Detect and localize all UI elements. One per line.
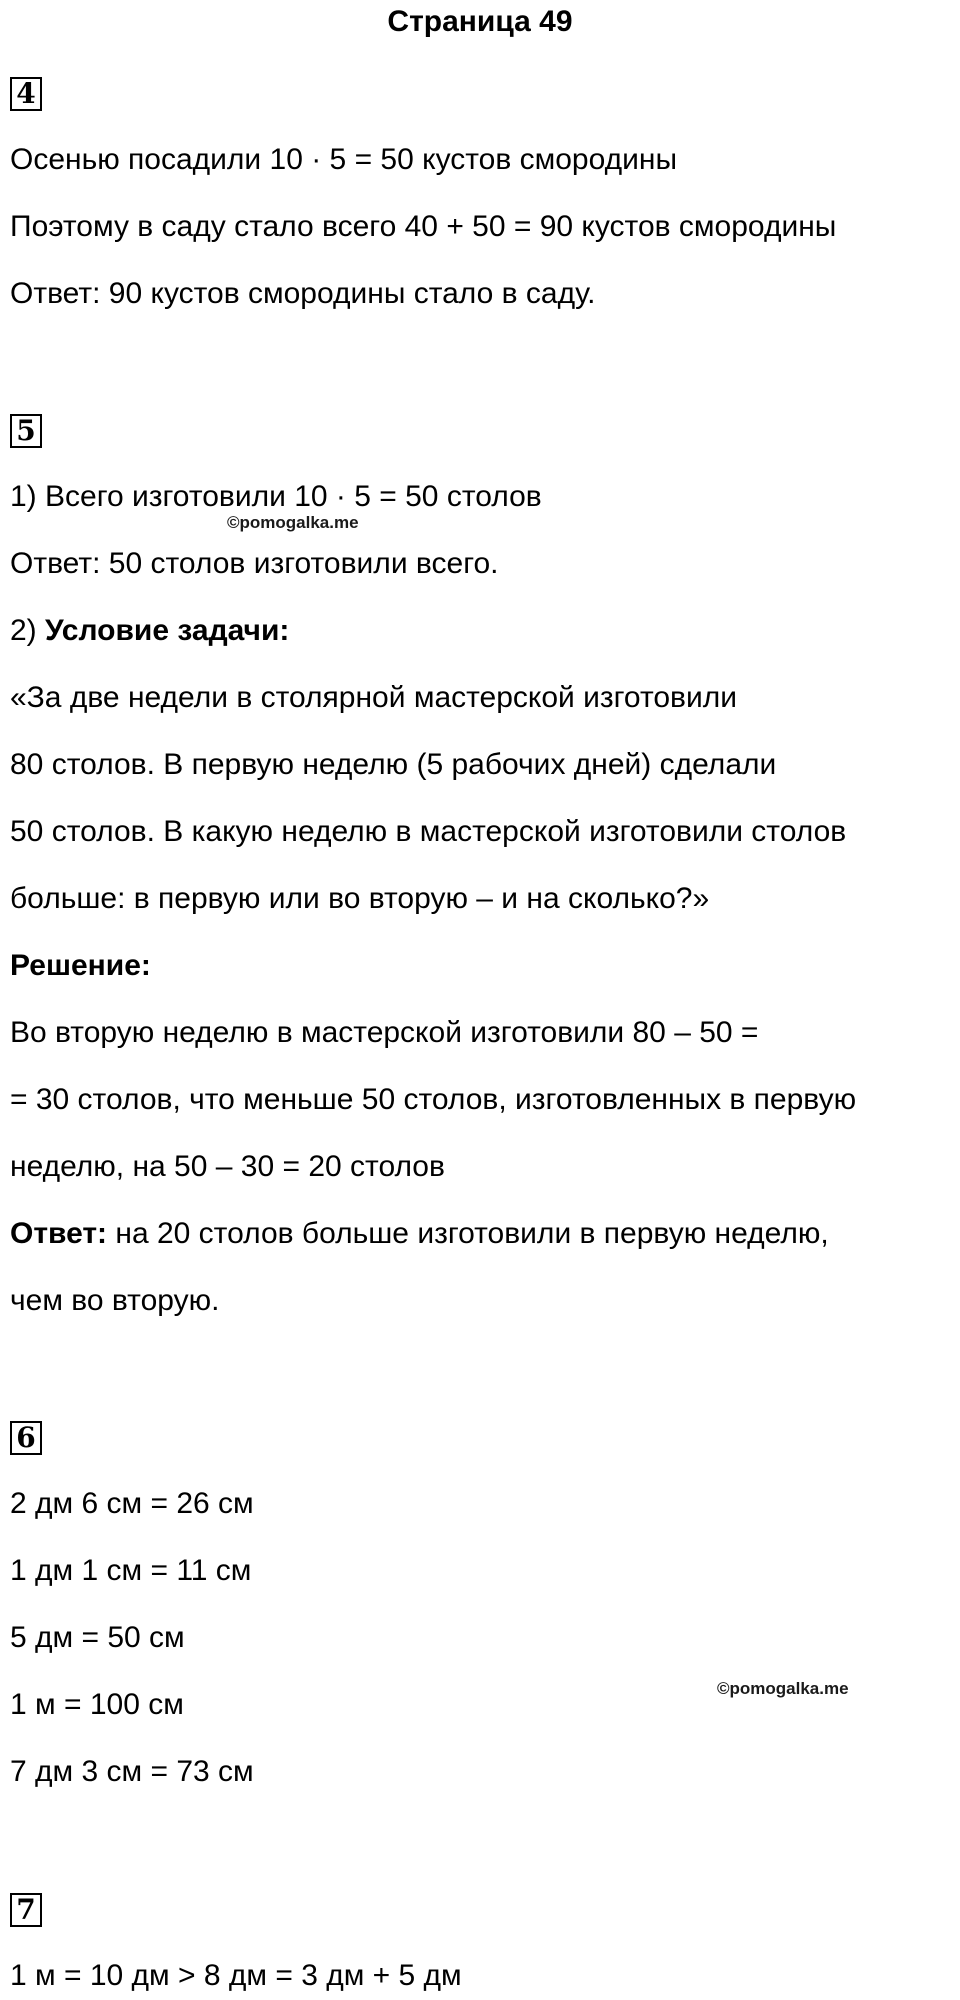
- task5-solution-line-2: = 30 столов, что меньше 50 столов, изготовленных в первую: [10, 1083, 857, 1116]
- task5-condition-line-1: «За две недели в столярной мастерской изготовили: [10, 681, 738, 714]
- task-number-7: 7: [10, 1893, 42, 1927]
- answer-label: Ответ:: [10, 1217, 108, 1250]
- task5-condition-line-3: 50 столов. В какую неделю в мастерской изготовили столов: [10, 815, 847, 848]
- page-title: Страница 49: [387, 5, 573, 38]
- task5-solution-line-3: неделю, на 50 – 30 = 20 столов: [10, 1150, 445, 1183]
- task4-line-2: Поэтому в саду стало всего 40 + 50 = 90 кустов смородины: [10, 210, 837, 243]
- task7-line-1: 1 м = 10 дм > 8 дм = 3 дм + 5 дм: [10, 1959, 462, 1992]
- task5-line-1: 1) Всего изготовили 10 · 5 = 50 столов: [10, 480, 542, 513]
- task6-line-4: 1 м = 100 см: [10, 1688, 184, 1721]
- task5-answer-line-1: [10, 1214, 829, 1254]
- task-number-5: 5: [10, 414, 42, 448]
- task5-solution-line-1: Во вторую неделю в мастерской изготовили 80 – 50 =: [10, 1016, 759, 1049]
- answer-text: на 20 столов больше изготовили в первую неделю,: [107, 1217, 829, 1250]
- task5-condition-heading: [10, 611, 289, 651]
- task5-answer-line-2: чем во вторую.: [10, 1284, 220, 1317]
- task6-line-3: 5 дм = 50 см: [10, 1621, 185, 1654]
- watermark-bottom: ©pomogalka.me: [717, 1679, 849, 1698]
- task6-line-1: 2 дм 6 см = 26 см: [10, 1487, 254, 1520]
- task5-condition-line-2: 80 столов. В первую неделю (5 рабочих дней) сделали: [10, 748, 777, 781]
- task5-line-2: Ответ: 50 столов изготовили всего.: [10, 547, 499, 580]
- condition-label: Условие задачи:: [45, 614, 290, 647]
- task-number-6: 6: [10, 1421, 42, 1455]
- task6-line-5: 7 дм 3 см = 73 см: [10, 1755, 254, 1788]
- task6-line-2: 1 дм 1 см = 11 см: [10, 1554, 252, 1587]
- task4-line-3: Ответ: 90 кустов смородины стало в саду.: [10, 277, 596, 310]
- task5-solution-heading: Решение:: [10, 949, 151, 982]
- condition-prefix: 2): [10, 614, 46, 647]
- task-number-4: 4: [10, 77, 42, 111]
- watermark-top: ©pomogalka.me: [227, 513, 359, 532]
- task5-condition-line-4: больше: в первую или во вторую – и на сколько?»: [10, 882, 710, 915]
- task4-line-1: Осенью посадили 10 · 5 = 50 кустов смородины: [10, 143, 678, 176]
